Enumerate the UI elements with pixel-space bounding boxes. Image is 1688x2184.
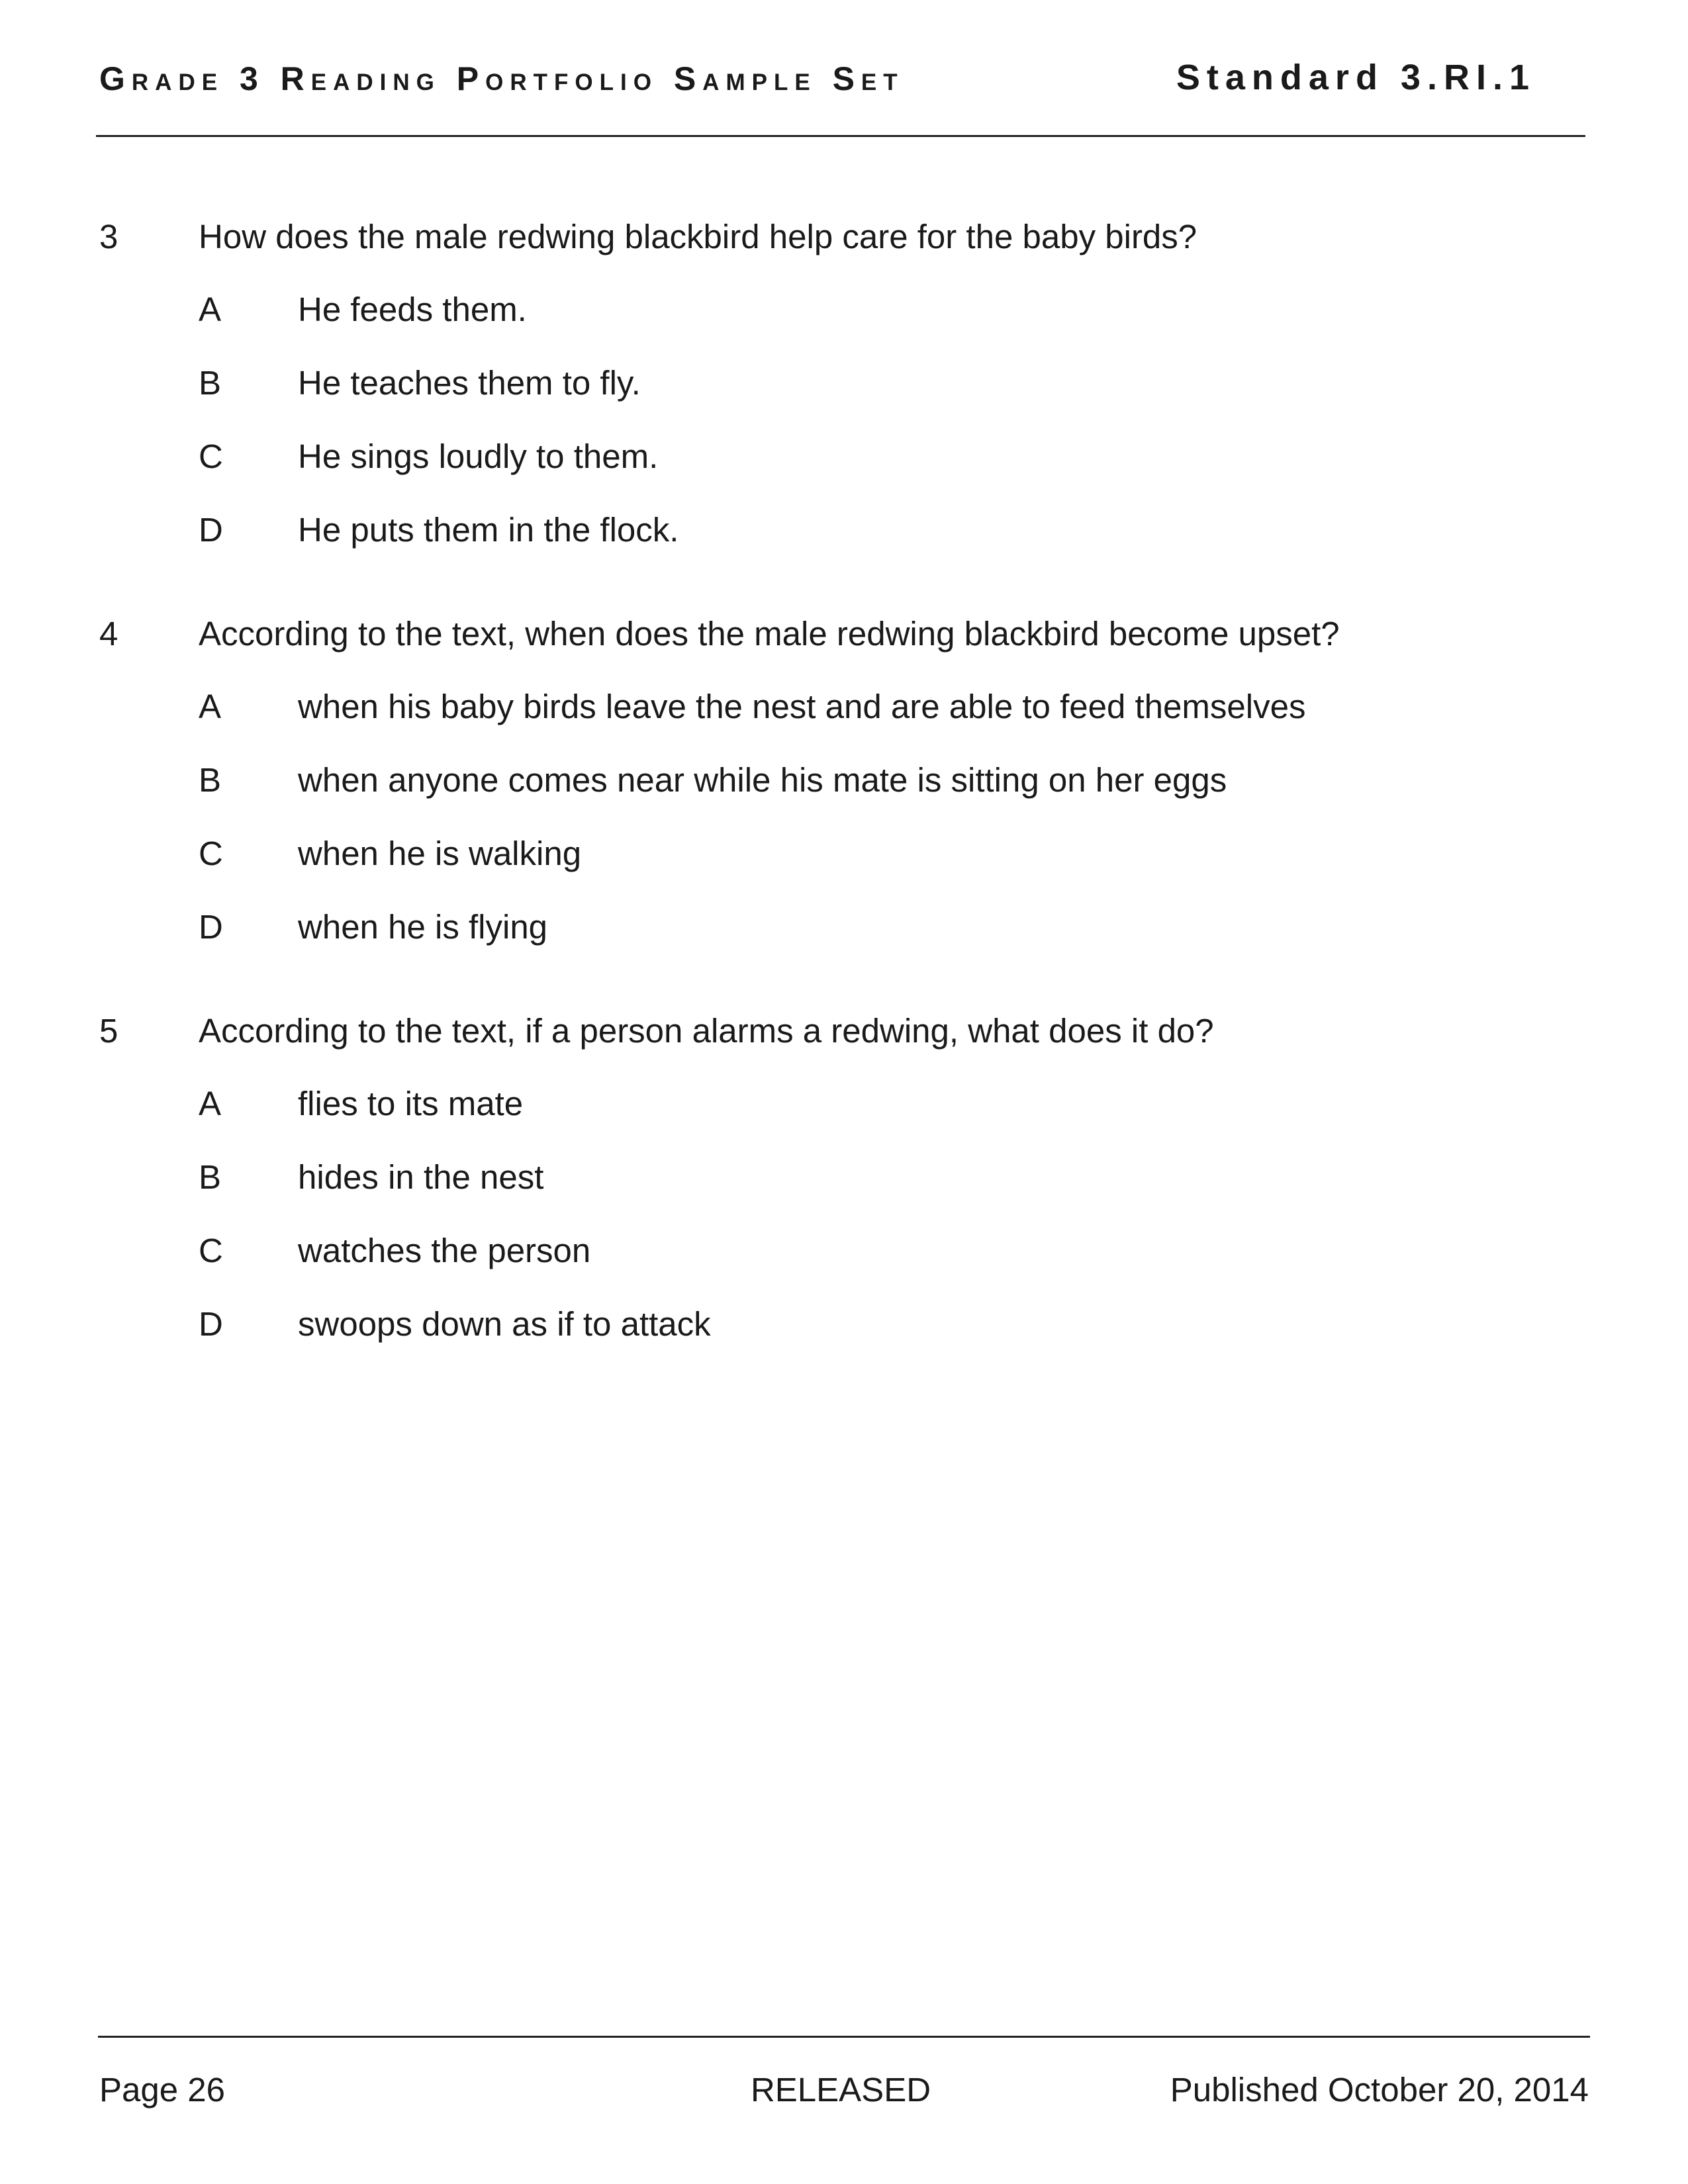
answer-options [99, 1077, 1589, 1351]
header-divider [96, 135, 1585, 137]
option-text: watches the person [298, 1232, 591, 1269]
option-letter: D [199, 1305, 223, 1343]
page-footer [99, 2064, 1589, 2116]
published-date: Published October 20, 2014 [1170, 2071, 1589, 2109]
option-text: hides in the nest [298, 1158, 544, 1196]
header-standard: Standard 3.RI.1 [1176, 58, 1536, 97]
question-number: 3 [99, 218, 118, 255]
option-letter: B [199, 364, 222, 402]
option-letter: A [199, 1085, 222, 1122]
answer-option-b[interactable] [99, 754, 1589, 807]
option-text: when he is flying [298, 908, 548, 946]
answer-option-c[interactable] [99, 827, 1589, 880]
answer-option-a[interactable] [99, 283, 1589, 336]
option-letter: B [199, 761, 222, 799]
option-text: swoops down as if to attack [298, 1305, 711, 1343]
answer-option-c[interactable] [99, 1224, 1589, 1277]
page-header [99, 54, 1536, 107]
option-text: when anyone comes near while his mate is sitting on her eggs [298, 761, 1227, 799]
option-letter: C [199, 437, 223, 475]
header-title: Grade 3 Reading Portfolio Sample Set [99, 60, 904, 97]
option-letter: C [199, 1232, 223, 1269]
question-stem [99, 210, 1589, 263]
option-text: He feeds them. [298, 291, 527, 328]
option-text: He sings loudly to them. [298, 437, 659, 475]
question-number: 4 [99, 615, 118, 653]
option-letter: D [199, 908, 223, 946]
question-stem [99, 1005, 1589, 1058]
option-text: He puts them in the flock. [298, 511, 679, 549]
question-list [99, 210, 1589, 1402]
question-5 [99, 1005, 1589, 1351]
answer-option-a[interactable] [99, 1077, 1589, 1130]
question-4 [99, 608, 1589, 954]
answer-option-d[interactable] [99, 504, 1589, 557]
option-text: flies to its mate [298, 1085, 524, 1122]
option-letter: B [199, 1158, 222, 1196]
answer-option-a[interactable] [99, 680, 1589, 733]
option-letter: A [199, 291, 222, 328]
answer-options [99, 680, 1589, 954]
release-status: RELEASED [750, 2071, 931, 2109]
option-letter: A [199, 688, 222, 725]
question-text: According to the text, if a person alarms a redwing, what does it do? [199, 1012, 1214, 1050]
option-text: He teaches them to fly. [298, 364, 641, 402]
question-3 [99, 210, 1589, 557]
option-text: when his baby birds leave the nest and are able to feed themselves [298, 688, 1306, 725]
question-text: According to the text, when does the male redwing blackbird become upset? [199, 615, 1340, 653]
question-stem [99, 608, 1589, 660]
page-number: Page 26 [99, 2071, 226, 2109]
option-letter: D [199, 511, 223, 549]
option-text: when he is walking [298, 835, 582, 872]
option-letter: C [199, 835, 223, 872]
answer-options [99, 283, 1589, 557]
answer-option-b[interactable] [99, 357, 1589, 410]
answer-option-d[interactable] [99, 1298, 1589, 1351]
question-number: 5 [99, 1012, 118, 1050]
footer-divider [98, 2036, 1590, 2038]
answer-option-b[interactable] [99, 1151, 1589, 1204]
answer-option-c[interactable] [99, 430, 1589, 483]
question-text: How does the male redwing blackbird help care for the baby birds? [199, 218, 1197, 255]
answer-option-d[interactable] [99, 901, 1589, 954]
